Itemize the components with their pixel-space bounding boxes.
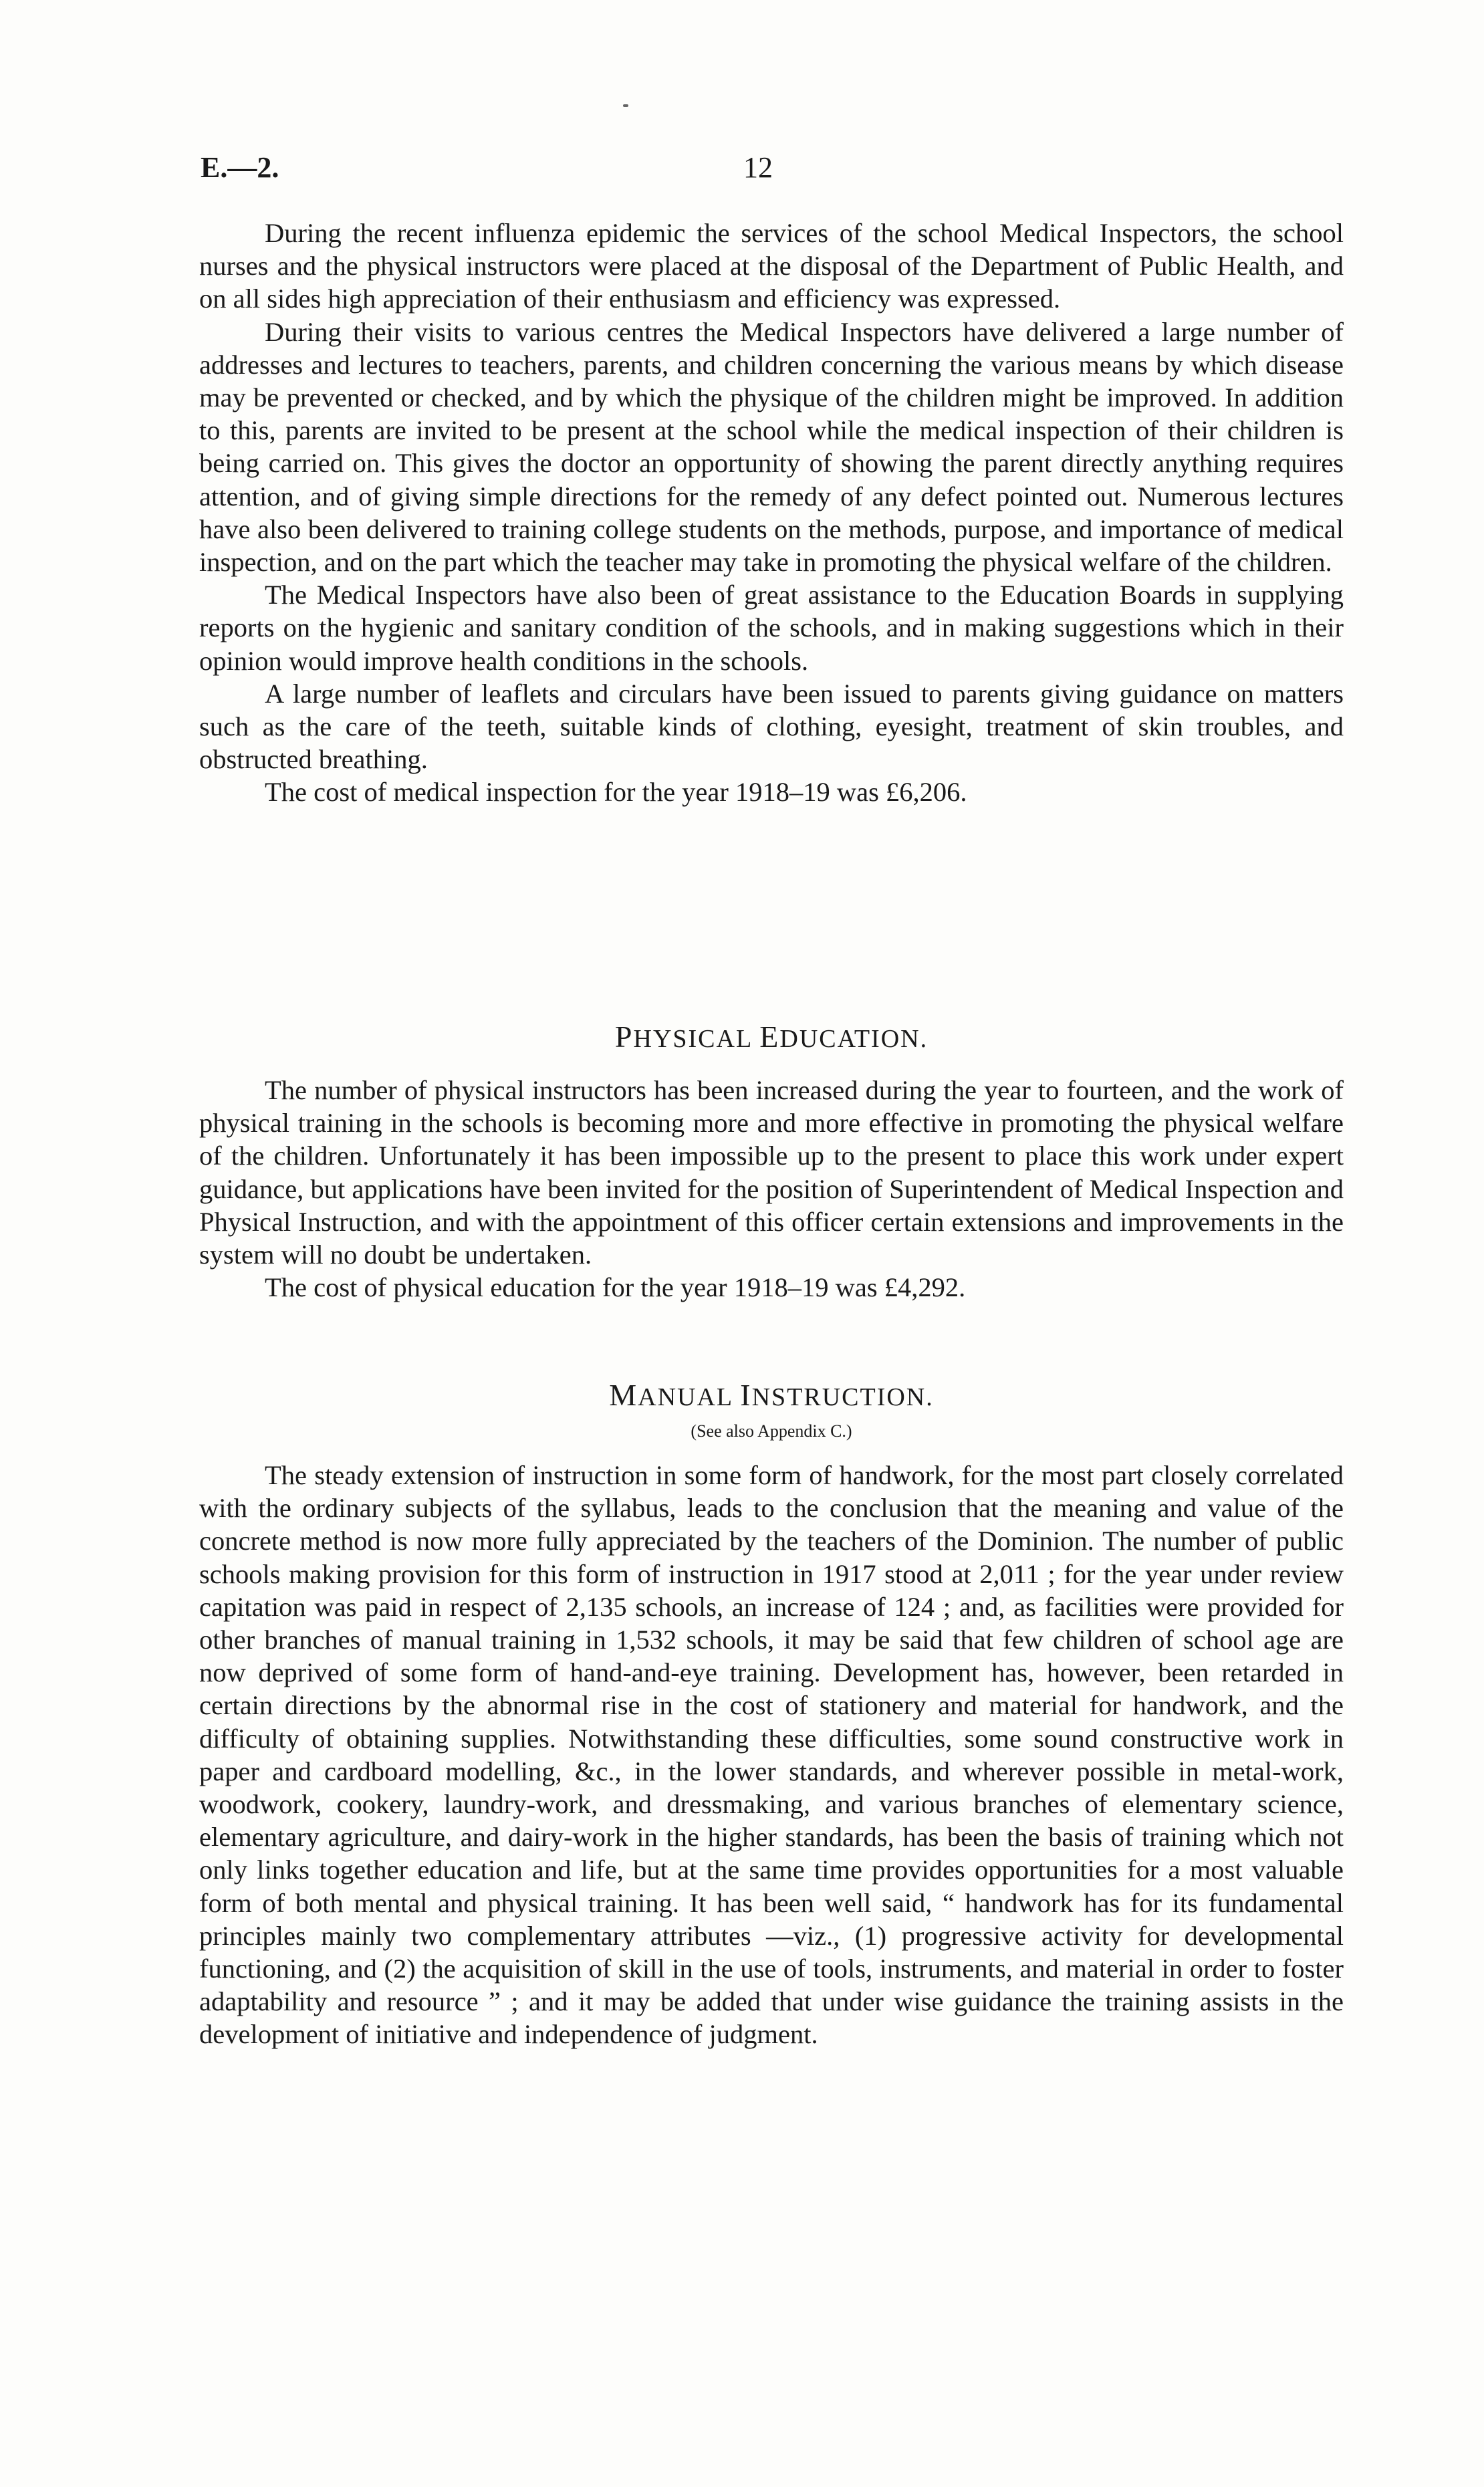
paragraph: The number of physical instructors has been increased during the year to fourteen, and the work of physical training in the schools is becoming more and more effective in promoting the physical welfare of the children. Unfortunately it has been impossible up to the present to place this work under expert guidance, but applications have been invited for the position of Superintendent of Medical Inspection and Physical Instruction, and with the appointment of this officer certain extensions and improvements in the system will no doubt be undertaken. bbox=[199, 1075, 1344, 1270]
physical-education-section bbox=[199, 1074, 1344, 1304]
page-header bbox=[201, 150, 1350, 191]
paragraph: The Medical Inspectors have also been of great assistance to the Education Boards in supplying reports on the hygienic and sanitary condition of the schools, and in making suggestions which in their opinion would improve health conditions in the schools. bbox=[199, 580, 1344, 676]
page-number: 12 bbox=[743, 151, 773, 184]
paragraph: The cost of physical education for the year 1918–19 was £4,292. bbox=[265, 1272, 966, 1303]
print-speck bbox=[623, 104, 628, 107]
paragraph: During the recent influenza epidemic the services of the school Medical Inspectors, the school nurses and the physical instructors were placed at the disposal of the Department of Public Health, and on all sides high appreciation of their enthusiasm and efficiency was expressed. bbox=[199, 218, 1344, 314]
appendix-note: (See also Appendix C.) bbox=[691, 1421, 852, 1441]
section-heading-physical-education: PHYSICAL EDUCATION. bbox=[614, 1020, 929, 1054]
manual-instruction-section bbox=[199, 1459, 1344, 2051]
document-reference: E.—2. bbox=[201, 151, 279, 184]
paragraph: During their visits to various centres the Medical Inspectors have delivered a large number of addresses and lectures to teachers, parents, and children concerning the various means by which disease may be prevented or checked, and by which the physique of the children might be improved. In addition to this, parents are invited to be present at the school while the medical inspection of their children is being carried on. This gives the doctor an opportunity of showing the parent directly anything requires attention, and of giving simple directions for the remedy of any defect pointed out. Numerous lectures have also been delivered to training college students on the methods, purpose, and importance of medical inspection, and on the part which the teacher may take in promoting the physical welfare of the children. bbox=[199, 316, 1344, 578]
paragraph: The steady extension of instruction in some form of handwork, for the most part closely correlated with the ordinary subjects of the syllabus, leads to the conclusion that the meaning and value of the concrete method is now more fully appreciated by the teachers of the Dominion. The number of public schools making provision for this form of instruction in 1917 stood at 2,011 ; for the year under review capitation was paid in respect of 2,135 schools, an increase of 124 ; and, as facilities were provided for other branches of manual training in 1,532 schools, it may be said that few children of school age are now deprived of some form of hand-and-eye training. Development has, however, been retarded in certain directions by the abnormal rise in the cost of stationery and material for handwork, and the difficulty of obtaining supplies. Notwithstanding these difficulties, some sound constructive work in paper and cardboard modelling, &c., in the lower standards, and wherever possible in metal-work, woodwork, cookery, laundry-work, and dressmaking, and various branches of elementary science, elementary agriculture, and dairy-work in the higher standards, has been the basis of training which not only links together education and life, but at the same time provides opportunities for a most valuable form of both mental and physical training. It has been well said, “ handwork has for its fundamental principles mainly two complementary attributes —viz., (1) progressive activity for developmental functioning, and (2) the acquisition of skill in the use of tools, instruments, and material in order to foster adaptability and resource ” ; and it may be added that under wise guidance the training assists in the development of initiative and independence of judgment. bbox=[199, 1460, 1344, 2050]
paragraph: A large number of leaflets and circulars have been issued to parents giving guidance on matters such as the care of the teeth, suitable kinds of clothing, eyesight, treatment of skin troubles, and obstructed breathing. bbox=[199, 678, 1344, 775]
medical-inspection-section bbox=[199, 217, 1344, 809]
section-heading-manual-instruction: MANUAL INSTRUCTION. bbox=[609, 1378, 934, 1412]
paragraph: The cost of medical inspection for the year 1918–19 was £6,206. bbox=[265, 777, 967, 808]
